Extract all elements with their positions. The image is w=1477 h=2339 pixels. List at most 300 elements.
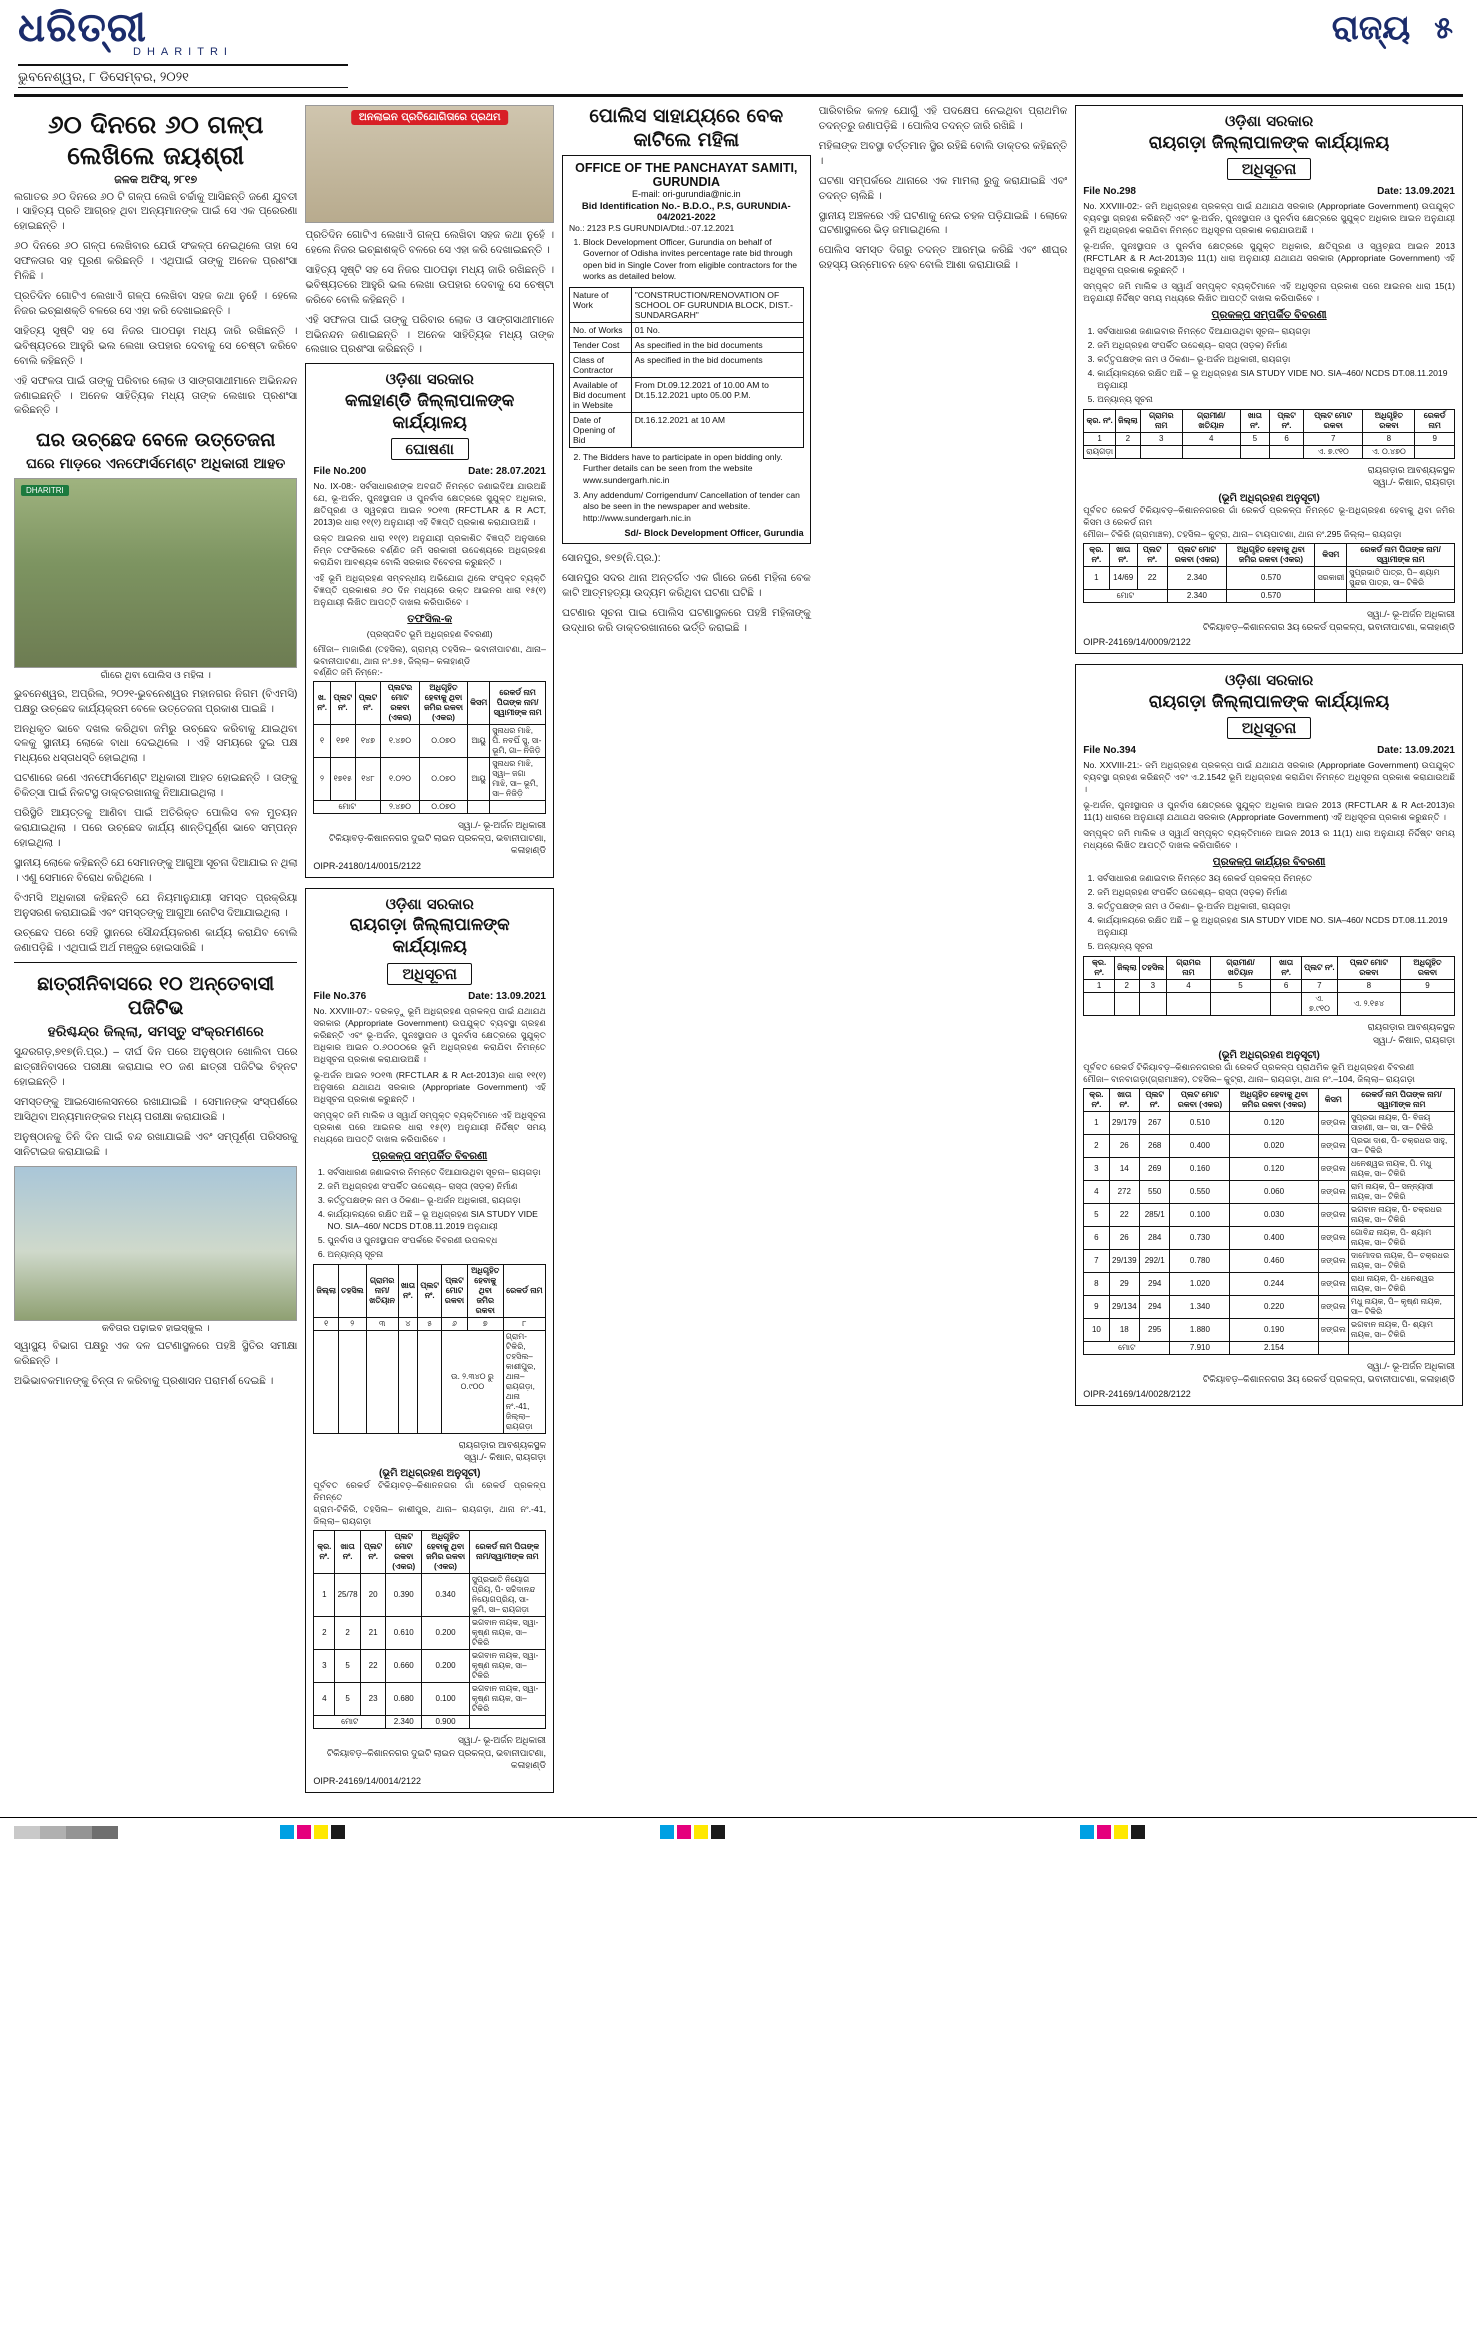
cell: 284 (1139, 1227, 1169, 1250)
cell-inline: ଉ. ୨.୩୪୦ ରୁ ୦.୯୦୦ (442, 1330, 504, 1433)
cell: 9 (1400, 979, 1454, 992)
th-5: ରେକର୍ଡ ନାମ ପିତାଙ୍କ ନାମ/ସ୍ୱାମୀଙ୍କ ନାମ (469, 1530, 545, 1573)
lead-para-0: ଲଗାତର ୬୦ ଦିନରେ ୬୦ ଟି ଗଳ୍ପ ଲେଖି ଚର୍ଚ୍ଚାକୁ ଆସିଛନ୍ତି ଜଣେ ଯୁବତୀ । ସାହିତ୍ୟ ପ୍ରତି ଆଗ୍ରହ ଥିବା ଅନ୍ୟମାନଙ୍କ ପାଇଁ ସେ ଏକ ପ୍ରେରଣା ହୋଇଛନ୍ତି । (14, 191, 298, 233)
list-item: 2. ଜମି ଅଧିଗ୍ରହଣ ସଂପର୍କିତ ଉଦ୍ଦେଶ୍ୟ– ରାସ୍ତା (ସଡ଼କ) ନିର୍ମାଣ (1097, 886, 1455, 898)
th-0: କ୍ର. ନଂ. (314, 1530, 335, 1573)
story3-photo (14, 1166, 297, 1321)
cell (1271, 992, 1302, 1015)
cell: 7 (1304, 432, 1363, 445)
cell: 269 (1139, 1158, 1169, 1181)
total-label: ମୋଟ (1084, 1342, 1170, 1355)
cell: ୮ (503, 1317, 545, 1330)
th-4: ଅଧିଗୃହିତ ହେବାକୁ ଥିବା ଜମିର ରକବା (ଏକର) (422, 1530, 469, 1573)
cell: ଭଗବାନ ନାୟକ, ସ୍ୱା- କୃଷ୍ଣ ନାୟକ, ସା– ଟିକିରି (469, 1682, 545, 1715)
table-header-row (314, 1264, 546, 1317)
th-6: ପ୍ଲଟ ମୋଟ ରକବା (1304, 409, 1363, 432)
th-3: ଗ୍ରାମର ନାମ (1167, 956, 1211, 979)
notice-sub2-note: ପୂର୍ବବତ ରେକର୍ଡ ଟିକିୟାବଡ଼–କିଶାନନଗରର ଗାଁ ରେକର୍ଡ ପ୍ରକଳ୍ପ ପ୍ରାଥମିକ ଭୂମି ଅଧିଗ୍ରହଣ ବିବରଣୀ (1083, 1062, 1415, 1073)
cell (1347, 589, 1455, 602)
notice-subhead: ତଫସିଲ-କ (407, 613, 453, 626)
story2-para-1: ଘଟଣାରେ ଜଣେ ଏନଫୋର୍ସମେଣ୍ଟ ଅଧିକାରୀ ଆହତ ହୋଇଛନ୍ତି । ତାଙ୍କୁ ଚିକିତ୍ସା ପାଇଁ ନିକଟସ୍ଥ ଡାକ୍ତରଖାନାକୁ ନିଆଯାଇଥିଲା । (14, 773, 298, 800)
notice-para-1: ଉକ୍ତ ଆଇନର ଧାରା ୧୧(୧) ଅନୁଯାୟୀ ପ୍ରକାଶିତ ବିଜ୍ଞପ୍ତି ଅନୁସାରେ ନିମ୍ନ ତଫସିଲରେ ବର୍ଣ୍ଣିତ ଜମି ସରକାରୀ ଉଦ୍ଦେଶ୍ୟରେ ଅଧିଗ୍ରହଣ କରାଯିବା ଆବଶ୍ୟକ ବୋଲି ସରକାର ବିବେଚନା କରୁଛନ୍ତି । (313, 533, 546, 568)
cell (1210, 992, 1270, 1015)
table-row (1084, 1250, 1455, 1273)
table-row (570, 412, 804, 447)
cell: ଏ. ୭.୯୧୦ (1301, 992, 1337, 1015)
notice-sub2-note: ପୂର୍ବବତ ରେକର୍ଡ ଟିକିୟାବଡ଼–କିଶାନନଗର ଗାଁ ରେକର୍ଡ ପ୍ରକଳ୍ପ ନିମନ୍ତେ (313, 1479, 546, 1502)
cell: 14 (1109, 1158, 1139, 1181)
cell: ରାଧା ନାୟକ, ପି- ଧନେଶ୍ୱର ନାୟକ, ସା– ଟିକିରି (1348, 1273, 1454, 1296)
tender-office: OFFICE OF THE PANCHAYAT SAMITI, GURUNDIA (575, 160, 798, 189)
sign-line-0: ସ୍ୱା./- ଭୂ-ଅର୍ଜନ ଅଧିକାରୀ (1367, 608, 1455, 619)
cell: 0.660 (386, 1649, 422, 1682)
publication-name: ଧରିତ୍ରୀ (18, 4, 147, 51)
cell: ୦.୦୭୦ (419, 725, 467, 758)
story3-para-1: ଅନୁଷ୍ଠାନକୁ ତିନି ଦିନ ପାଇଁ ବନ୍ଦ ରଖାଯାଇଛି ଏବଂ ସମ୍ପୂର୍ଣ୍ଣ ପରିସରକୁ ସାନିଟାଇଜ କରାଯାଇଛି । (14, 1131, 298, 1158)
th-0: ଜିଲ୍ଲା (314, 1264, 339, 1317)
th-3: ପ୍ଲଟ ମୋଟ ରକବା (ଏକର) (1167, 543, 1227, 566)
th-2: ପ୍ଲଟ ନଂ. (355, 682, 380, 725)
notice-file-no: File No.376 (313, 990, 367, 1002)
cell: ଜଙ୍ଗଲ (1318, 1204, 1348, 1227)
notice-govt-line1: ଓଡ଼ିଶା ସରକାର (385, 894, 474, 913)
total-value-1: 0.900 (422, 1715, 469, 1728)
cell: 0.390 (386, 1573, 422, 1616)
edition-line: ଭୁବନେଶ୍ୱର, ୮ ଡିସେମ୍ବର, ୨୦୨୧ (18, 64, 348, 88)
list-item: 5. ପୁନର୍ବାସ ଓ ପୁନଃସ୍ଥାପନ ସଂପର୍କରେ ବିବରଣୀ ଉପଲବ୍ଧ (327, 1234, 546, 1246)
story2-photo (14, 478, 297, 668)
lead-headline: ୬୦ ଦିନରେ ୬୦ ଗଳ୍ପ ଲେଖିଲେ ଜୟଶ୍ରୀ (47, 110, 264, 171)
photo-watermark: DHARITRI (21, 485, 69, 496)
th-6: ଅଧିଗୃହିତ ହେବାକୁ ଥିବା ଜମିର ରକବା (467, 1264, 503, 1317)
tender-row-label: Date of Opening of Bid (570, 412, 632, 447)
cyan-swatch (280, 1825, 294, 1839)
table-row (1084, 1181, 1455, 1204)
notice-meta (313, 991, 546, 1002)
cell: ୨ (314, 758, 330, 801)
story2-headline: ଘର ଉଚ୍ଛେଦ ବେଳେ ଉତ୍ତେଜନା (35, 429, 276, 452)
table-header-row (1084, 1089, 1455, 1112)
story3-caption: କବିତାର ପଢ଼ାଇବ ହାଇସ୍କୁଲ । (101, 1322, 210, 1334)
cell: 0.100 (1170, 1204, 1230, 1227)
column-4 (819, 105, 1068, 279)
story2-para-4: ବିଏମସି ଅଧିକାରୀ କହିଛନ୍ତି ଯେ ନିୟମାନୁଯାୟୀ ସମସ୍ତ ପ୍ରକ୍ରିୟା ଅନୁସରଣ କରାଯାଇଛି ଏବଂ ସମସ୍ତଙ୍କୁ ଆଗୁଆ ନୋଟିସ ଦିଆଯାଇଥିଲା । (14, 892, 298, 919)
story2-caption: ଗାଁରେ ଥିବା ପୋଲିସ ଓ ମହିଳା । (100, 670, 211, 682)
notice-sub2: (ଭୂମି ଅଧିଗ୍ରହଣ ଅନୁସୂଚୀ) (1218, 1050, 1320, 1062)
cell: ସୁପ୍ରଭାତି ନିୟୋଗ ପ୍ରିୟ, ପି- ସଚ୍ଚିଦାନନ୍ଦ ନିୟୋଗପ୍ରିୟ, ସା- ଭୂମି, ସା– ରାୟଗଡ଼ା (469, 1573, 545, 1616)
cell: ରାମ ନାୟକ, ପି– ସନ୍ନ୍ୟାସୀ ନାୟକ, ସା– ଟିକିରି (1348, 1181, 1454, 1204)
cell: ଏ. ୨.୧୫୪ (1337, 992, 1400, 1015)
cell (1270, 445, 1304, 458)
tender-row-value: Dt.16.12.2021 at 10 AM (631, 412, 803, 447)
cell: 9 (1415, 432, 1455, 445)
total-value-1: 0.570 (1227, 589, 1315, 602)
notice-tail: ମୌଜା– ଟିକିରି (ଗ୍ରାମାଞ୍ଚଳ), ତହସିଲ– କୁଟ୍ରା, ଥାନା– ଟାୟପାଟଣା, ଥାନା ନଂ.295 ଜିଲ୍ଲା– ରାୟଗଡ଼ା (1083, 528, 1402, 539)
notice-table-2 (1083, 543, 1455, 603)
th-5: ପ୍ଲଟ ମୋଟ ରକବା (442, 1264, 468, 1317)
cell: ୧.୪୭୦ (381, 725, 420, 758)
cell: 3 (1139, 979, 1167, 992)
table-row (1084, 1112, 1455, 1135)
tender-email: E-mail: ori-gurundia@nic.in (631, 188, 741, 199)
cell: 1.020 (1170, 1273, 1230, 1296)
notice-oipr: OIPR-24180/14/0015/2122 (313, 860, 421, 871)
cell: ୪ (398, 1317, 418, 1330)
cell: ୧୭୧ (330, 725, 355, 758)
cell: ଆୟୁ (468, 725, 490, 758)
tender-bid-id: Bid Identification No.- B.D.O., P.S, GURUNDIA-04/2021-2022 (581, 200, 791, 223)
cell: 0.020 (1230, 1135, 1318, 1158)
list-item: 4. କାର୍ଯ୍ୟାଳୟରେ ରକ୍ଷିତ ଅଛି – ଭୂ ଅଧିଗ୍ରହଣ SIA STUDY VIDE NO. SIA–460/ NCDS DT.08.11.2019 ଅନୁଯାୟୀ (1097, 914, 1455, 938)
list-item: 5. ଅନ୍ୟାନ୍ୟ ସୂଚନା (1097, 940, 1455, 952)
column-1 (14, 105, 297, 1395)
th-2: ପ୍ଲଟ ନଂ. (1139, 1089, 1169, 1112)
lead-para-2: ପ୍ରତିଦିନ ଗୋଟିଏ ଲେଖାଏଁ ଗଳ୍ପ ଲେଖିବା ସହଜ କଥା ନୁହେଁ । ହେଲେ ନିଜର ଇଚ୍ଛାଶକ୍ତି ବଳରେ ସେ ଏହା କରି ଦେଖାଇଛନ୍ତି । (14, 291, 298, 317)
total-value-0: 7.910 (1170, 1342, 1230, 1355)
table-row (314, 758, 546, 801)
cell: ୧ (314, 1317, 339, 1330)
table-row (1084, 992, 1455, 1015)
cell (1315, 589, 1347, 602)
total-value-0: 2.340 (386, 1715, 422, 1728)
cell: 4 (314, 1682, 335, 1715)
cell: ଭଗବାନ ନାୟକ, ସ୍ୱା- କୃଷ୍ଣ ନାୟକ, ସା– ଟିକିରି (469, 1649, 545, 1682)
th-4: ପ୍ଲଟ ନଂ. (418, 1264, 442, 1317)
cell: 6 (1271, 979, 1302, 992)
story2-body (14, 688, 297, 957)
cell: 2 (1084, 1135, 1109, 1158)
cell: ୧୪୭ (355, 725, 380, 758)
cell: 8 (1363, 432, 1415, 445)
cell: 22 (1137, 566, 1167, 589)
tender-row-value: As specified in the bid documents (631, 352, 803, 377)
cell: ଜଙ୍ଗଲ (1318, 1273, 1348, 1296)
cell: 0.200 (422, 1649, 469, 1682)
cell: 0.550 (1170, 1181, 1230, 1204)
list-item: 3. କର୍ତ୍ତୃପକ୍ଷଙ୍କ ନାମ ଓ ଠିକଣା– ଭୂ-ଅର୍ଜନ ଅଧିକାରୀ, ରାୟଗଡ଼ା (327, 1194, 546, 1206)
notice-sub2-note: ପୂର୍ବବତ ରେକର୍ଡ ଟିକିୟାବଡ଼–କିଶାନନଗରର ଗାଁ ରେକର୍ଡ ପ୍ରକଳ୍ପ ନିମନ୍ତେ ଭୂ-ଅଧିଗ୍ରହଣ ହେବାକୁ ଥିବା ଜମିର କିସମ ଓ ରେକର୍ଡ ନାମ (1083, 504, 1455, 527)
cell: ୧୪୮ (355, 758, 380, 801)
grayscale-swatches (14, 1826, 118, 1839)
gray-swatch (14, 1826, 40, 1839)
list-item: 2. ଜମି ଅଧିଗ୍ରହଣ ସଂପର୍କିତ ଉଦ୍ଦେଶ୍ୟ– ରାସ୍ତା (ସଡ଼କ) ନିର୍ମାଣ (1097, 339, 1455, 351)
th-4: ଅଧିଗୃହିତ ହେବାକୁ ଥିବା ଜମିର ରକବା (ଏକର) (419, 682, 467, 725)
notice-govt-line2: କଳାହାଣ୍ଡି ଜିଲ୍ଲାପାଳଙ୍କ କାର୍ଯ୍ୟାଳୟ (345, 390, 515, 433)
list-item: 4. କାର୍ଯ୍ୟାଳୟରେ ରକ୍ଷିତ ଅଛି – ଭୂ ଅଧିଗ୍ରହଣ SIA STUDY VIDE NO. SIA–460/ NCDS DT.08.11.2019 ଅନୁଯାୟୀ (327, 1208, 546, 1232)
notice-table (313, 681, 546, 814)
list-item: 3. କର୍ତ୍ତୃପକ୍ଷଙ୍କ ନାମ ଓ ଠିକଣା– ଭୂ-ଅର୍ଜନ ଅଧିକାରୀ, ରାୟଗଡ଼ା (1097, 900, 1455, 912)
cell: 0.200 (422, 1616, 469, 1649)
tender-notice (562, 155, 811, 545)
notice-body (313, 480, 546, 608)
table-row (314, 1317, 546, 1330)
cell: ଭଗବାନ ନାୟକ, ପି- ଶ୍ୟାମ ନାୟକ, ସା– ଟିକିରି (1348, 1319, 1454, 1342)
th-8: ରେକର୍ଡ ନାମ (1415, 409, 1455, 432)
black-swatch (331, 1825, 345, 1839)
table-row (1084, 432, 1455, 445)
notice-table-1 (313, 1264, 546, 1434)
cell: 8 (1337, 979, 1400, 992)
th-2: ପ୍ଲଟ ନଂ. (1137, 543, 1167, 566)
th-2: ତହସିଲ (1139, 956, 1167, 979)
list-item: 1. ସର୍ବସାଧାରଣ ଜଣାଇବାର ନିମନ୍ତେ 3ୟ ରେକର୍ଡ ପ୍ରକଳ୍ପ ନିମନ୍ତେ (1097, 872, 1455, 884)
notice-badge: ଅଧିସୂଚନା (1227, 158, 1312, 180)
story2-subhead: ଘରେ ମାଡ଼ରେ ଏନଫୋର୍ସମେଣ୍ଟ ଅଧିକାରୀ ଆହତ (26, 456, 286, 473)
cell: 0.190 (1230, 1319, 1318, 1342)
th-6: ରେକର୍ଡ ନାମ ପିତାଙ୍କ ନାମ/ସ୍ୱାମୀଙ୍କ ନାମ (1348, 1089, 1454, 1112)
tender-signature: Sd/- Block Development Officer, Gurundia (624, 528, 804, 539)
lead-para-4: ଏହି ସଫଳତା ପାଇଁ ତାଙ୍କୁ ପରିବାର ଲୋକ ଓ ସାଙ୍ଗସାଥୀମାନେ ଅଭିନନ୍ଦନ ଜଣାଇଛନ୍ତି । ଅନେକ ସାହିତ୍ୟିକ ମଧ୍ୟ ତାଙ୍କ ଲେଖାର ପ୍ରଶଂସା କରିଛନ୍ତି । (14, 375, 298, 417)
cell (490, 801, 546, 814)
section-title: ରାଜ୍ୟ (1331, 8, 1411, 48)
table-row (1084, 1227, 1455, 1250)
cell: ୨ (339, 1317, 367, 1330)
tender-table (569, 287, 804, 448)
cell: ୬ (442, 1317, 468, 1330)
notice-para-0: No. XXVIII-02:- ଜମି ଅଧିଗ୍ରହଣ ପ୍ରକଳ୍ପ ପାଇଁ ଯଥାଯଥ ସରକାର (Appropriate Government) ଉପଯୁକ୍ତ ବ୍ୟବସ୍ଥା ଗ୍ରହଣ କରିଛନ୍ତି ଏବଂ ଭୂ-ଅର୍ଜନ, ପୁନଃସ୍ଥାପନ ଓ ପୁନର୍ବାସ କ୍ଷେତ୍ରରେ ସୁଯୁକ୍ତ ଅଧିକାର ଆଇନ ଅନୁଯାୟୀ ଭୂମି ଅଧିଗ୍ରହଣ କରାଯିବା ନିମନ୍ତେ ଅଧିସୂଚନା ପ୍ରକାଶ କରାଯାଉଅଛି । (1083, 200, 1455, 235)
police-para-6: ପୋଲିସ ସମସ୍ତ ଦିଗରୁ ତଦନ୍ତ ଆରମ୍ଭ କରିଛି ଏବଂ ଶୀଘ୍ର ରହସ୍ୟ ଉନ୍ମୋଚନ ହେବ ବୋଲି ଆଶା କରାଯାଉଛି । (818, 245, 1068, 272)
story2-dateline: ଭୁବନେଶ୍ୱର, ଅପ୍ରିଲ, ୨୦୨୧-ଭୁବନେଶ୍ୱର ମହାନଗର ନିଗମ (ବିଏମସି) ପକ୍ଷରୁ ଉଚ୍ଛେଦ କାର୍ଯ୍ୟକ୍ରମ ବେଳେ ଉତ୍ତେଜନା ପ୍ରକାଶ ପାଇଛି । (14, 688, 298, 715)
notice-sub-note: (ପ୍ରସ୍ତାବିତ ଭୂମି ଅଧିଗ୍ରହଣ ବିବରଣୀ) (366, 629, 493, 640)
th-4: ଗ୍ରାମୀଣ/ ଖତିୟାନ (1210, 956, 1270, 979)
total-label: ମୋଟ (314, 801, 381, 814)
cell: 5 (335, 1649, 361, 1682)
list-item: 6. ଅନ୍ୟାନ୍ୟ ସୂଚନା (327, 1248, 546, 1260)
th-3: ପ୍ଲଟ ମୋଟ ରକବା (ଏକର) (1170, 1089, 1230, 1112)
column-3 (562, 105, 811, 642)
cell: ଜଙ୍ଗଲ (1318, 1135, 1348, 1158)
cell: ଦାମୋଦର ନାୟକ, ପି– ଚକ୍ରଧର ନାୟକ, ସା– ଟିକିରି (1348, 1250, 1454, 1273)
tender-row-value: From Dt.09.12.2021 of 10.00 AM to Dt.15.12.2021 upto 05.00 P.M. (631, 377, 803, 412)
tender-row-value: "CONSTRUCTION/RENOVATION OF SCHOOL OF GURUNDIA BLOCK, DIST.- SUNDARGARH" (631, 287, 803, 322)
gray-swatch (92, 1826, 118, 1839)
th-4: ଅଧିଗୃହିତ ହେବାକୁ ଥିବା ଜମିର ରକବା (ଏକର) (1230, 1089, 1318, 1112)
notice-meta (313, 466, 546, 477)
cell: ୩ (366, 1317, 398, 1330)
cell: ପ୍ରଭା ଦାଶ, ପି- ଚକ୍ରଧର ସାହୁ, ସା– ଟିକିରି (1348, 1135, 1454, 1158)
th-1: ଖାତା ନଂ. (335, 1530, 361, 1573)
cell: 4 (1182, 432, 1240, 445)
cell: 3 (1140, 432, 1182, 445)
story3-para-0: ସମସ୍ତଙ୍କୁ ଆଇସୋଲେସନରେ ରଖାଯାଇଛି । ସେମାନଙ୍କ ସଂସ୍ପର୍ଶରେ ଆସିଥିବା ଅନ୍ୟମାନଙ୍କର ମଧ୍ୟ ପରୀକ୍ଷା କରାଯାଉଛି । (14, 1096, 298, 1123)
police-para-2: ପାରିବାରିକ କଳହ ଯୋଗୁଁ ଏହି ପଦକ୍ଷେପ ନେଇଥିବା ପ୍ରାଥମିକ ତଦନ୍ତରୁ ଜଣାପଡ଼ିଛି । ପୋଲିସ ତଦନ୍ତ ଜାରି ରଖିଛି । (818, 106, 1068, 132)
cell: 5 (1084, 1204, 1109, 1227)
table-row (314, 1330, 546, 1433)
cell: 25/78 (335, 1573, 361, 1616)
table-row (1084, 979, 1455, 992)
police-dateline: ସୋନପୁର, ୭୧୭(ନି.ପ୍ର.): (562, 553, 661, 565)
cell: 272 (1109, 1181, 1139, 1204)
black-swatch (1131, 1825, 1145, 1839)
sign-line-0: ସ୍ୱା./- ଭୂ-ଅର୍ଜନ ଅଧିକାରୀ (458, 820, 546, 831)
cell: 268 (1139, 1135, 1169, 1158)
cell: ସୁପ୍ରଭା ନାୟକ, ପି- ବିଜୟ ସାହାଣୀ, ସା– ସା, ସା– ଟିକିରି (1348, 1112, 1454, 1135)
total-value-0: ୨.୪୭୦ (381, 801, 420, 814)
cell: ସୁନାଧର ମାଝି, ସ୍ୱା– ଜଗା ମାଝି, ସା– ଭୂମି, ସା– ନିଜିଡ଼ି (490, 758, 546, 801)
table-header-row (1084, 543, 1455, 566)
notice-signature (1083, 464, 1455, 489)
lead-para-3: ସାହିତ୍ୟ ସୃଷ୍ଟି ସହ ସେ ନିଜର ପାଠପଢ଼ା ମଧ୍ୟ ଜାରି ରଖିଛନ୍ତି । ଭବିଷ୍ୟତରେ ଆହୁରି ଭଲ ଲେଖା ଉପହାର ଦେବାକୁ ସେ ଚେଷ୍ଟା କରିବେ ବୋଲି କହିଛନ୍ତି । (14, 325, 298, 367)
cell: ସରକାରୀ (1315, 566, 1347, 589)
cell: 285/1 (1139, 1204, 1169, 1227)
cell: 22 (1109, 1204, 1139, 1227)
yellow-swatch (314, 1825, 328, 1839)
table-total-row (314, 1715, 546, 1728)
cell: ସୁପ୍ରଭାତି ପାତ୍ର, ପି– ଶ୍ୟାମ ସୁନ୍ଦର ପାତ୍ର, ସା– ଟିକିରି (1347, 566, 1455, 589)
notice-para-1: ଭୂ-ଅର୍ଜନ ଆଇନ ୨୦୧୩ (RFCTLAR & R Act-2013)ର ଧାରା ୧୧(୧) ଅନୁସାରେ ଯଥାଯଥ ସରକାର (Appropriate Government) ଏହି ଅଧିସୂଚନା ପ୍ରକାଶ କରୁଛନ୍ତି । (313, 1069, 546, 1104)
police-story-body (562, 552, 811, 637)
cell: 0.610 (386, 1616, 422, 1649)
cell: ୦.୦୭୦ (419, 758, 467, 801)
cell: 14/69 (1109, 566, 1137, 589)
cell: 18 (1109, 1319, 1139, 1342)
list-item: 2. The Bidders have to participate in open bidding only. Further details can be seen from the website www.sundergarh.nic.in (583, 452, 804, 487)
cell: 29/139 (1109, 1250, 1139, 1273)
story2-para-2: ପରିସ୍ଥିତି ଆୟତ୍ତକୁ ଆଣିବା ପାଇଁ ଅତିରିକ୍ତ ପୋଲିସ ବଳ ମୁତୟନ କରାଯାଇଥିଲା । ପରେ ଉଚ୍ଛେଦ କାର୍ଯ୍ୟ ଶାନ୍ତିପୂର୍ଣ୍ଣ ଭାବେ ସମ୍ପନ୍ନ ହୋଇଥିଲା । (14, 808, 298, 849)
tender-row-label: Class of Contractor (570, 352, 632, 377)
notice-file-no: File No.394 (1083, 744, 1136, 756)
table-header-row (314, 1530, 546, 1573)
tender-row-label: No. of Works (570, 322, 632, 337)
notice-body (313, 1005, 546, 1145)
sign-line-1: ଟିକିୟାବଡ଼-କିଷାନନଗର ଦୁଇଟି ଲାଇନ ପ୍ରକଳ୍ପ, ଭବାନୀପାଟଣା, କଳାହାଣ୍ଡି (328, 832, 546, 856)
cell: 0.100 (422, 1682, 469, 1715)
th-1: ପ୍ଲଟ ନଂ. (330, 682, 355, 725)
notice-para-2: ସମ୍ପୃକ୍ତ ଜମି ମାଲିକ ଓ ସ୍ୱାର୍ଥ ସମ୍ପୃକ୍ତ ବ୍ୟକ୍ତିମାନେ ଏହି ଅଧିସୂଚନା ପ୍ରକାଶ ପରେ ଆଇନର ଧାରା 15(1) ଅନୁଯାୟୀ ନିର୍ଦ୍ଦିଷ୍ଟ ସମୟ ମଧ୍ୟରେ ଲିଖିତ ଆପତ୍ତି ଦାଖଲ କରିପାରିବେ । (1083, 280, 1455, 303)
notice-oipr: OIPR-24169/14/0014/2122 (313, 1775, 421, 1786)
th-1: ଜିଲ୍ଲା (1116, 409, 1141, 432)
lead-byline: ଜଳକ ଅଫିସ୍, ୨୮୧୭ (114, 173, 198, 186)
tender-row-label: Tender Cost (570, 337, 632, 352)
cell: 0.680 (386, 1682, 422, 1715)
list-item: 3. Any addendum/ Corrigendum/ Cancellation of tender can also be seen in the newspaper and website. http://www.sundergarh.nic.in (583, 490, 804, 525)
notice-subhead: ପ୍ରକଳ୍ପ ସମ୍ପର୍କିତ ବିବରଣୀ (1211, 308, 1327, 321)
th-7: ପ୍ଲଟ ମୋଟ ରକବା (1337, 956, 1400, 979)
table-row (1084, 1273, 1455, 1296)
table-row (570, 322, 804, 337)
cell: 2 (1116, 432, 1141, 445)
notice-govt-line1: ଓଡ଼ିଶା ସରକାର (1224, 671, 1314, 690)
cell: 2.340 (1167, 566, 1227, 589)
notice-body (1083, 759, 1455, 851)
th-0: ଖ. ନଂ. (314, 682, 330, 725)
cell: 2 (1114, 979, 1139, 992)
cell (1139, 992, 1167, 1015)
notice-numbered-list (327, 1166, 546, 1260)
sign-line-0: ସ୍ୱା./- ଭୂ-ଅର୍ଜନ ଅଧିକାରୀ (458, 1734, 546, 1745)
total-value-1: 2.154 (1230, 1342, 1318, 1355)
table-row (314, 1649, 546, 1682)
notice-rayagada-394 (1075, 664, 1463, 1406)
cell: ଜଙ୍ଗଲ (1318, 1112, 1348, 1135)
table-row (1084, 1319, 1455, 1342)
notice-govt-line2: ରାୟଗଡ଼ା ଜିଲ୍ଲାପାଳଙ୍କ କାର୍ଯ୍ୟାଳୟ (349, 915, 510, 958)
story2-para-0: ଅନଧିକୃତ ଭାବେ ଦଖଲ କରିଥିବା ଜମିରୁ ଉଚ୍ଛେଦ କରିବାକୁ ଯାଇଥିବା ଦଳକୁ ସ୍ଥାନୀୟ ଲୋକେ ବାଧା ଦେଇଥିଲେ । ଏହି ସମୟରେ ଦୁଇ ପକ୍ଷ ମଧ୍ୟରେ ଧସ୍ତାଧସ୍ତି ହୋଇଥିଲା । (14, 723, 298, 765)
th-1: ଜିଲ୍ଲା (1114, 956, 1139, 979)
notice-numbered-list (1097, 325, 1455, 405)
notice-para-2: ସମ୍ପୃକ୍ତ ଜମି ମାଲିକ ଓ ସ୍ୱାର୍ଥ ସମ୍ପୃକ୍ତ ବ୍ୟକ୍ତିମାନେ ଆଇନ 2013 ର 11(1) ଧାରା ଅନୁଯାୟୀ ନିର୍ଦ୍ଦିଷ୍ଟ ସମୟ ମଧ୍ୟରେ ଲିଖିତ ଆପତ୍ତି ଦାଖଲ କରିପାରିବେ । (1083, 827, 1455, 850)
cell: 4 (1167, 979, 1211, 992)
notice-badge: ଅଧିସୂଚନା (387, 963, 472, 985)
page-number: ୫ (1434, 10, 1453, 46)
notice-locality: ମୌଜା– ମାଜାରିଣ (ତହସିଲ), ଗ୍ରାମ୍ୟ ତହସିଲ– ଭବାନୀପାଟଣା, ଥାନା– ଭବାନୀପାଟଣା, ଥାନା ନଂ.୭୫, ଜିଲ୍ଲା– କଳାହାଣ୍ଡି (313, 644, 546, 667)
table-row (570, 377, 804, 412)
notice-oipr: OIPR-24169/14/0009/2122 (1083, 637, 1191, 648)
cell: 5 (1240, 432, 1270, 445)
th-0: କ୍ର. ନଂ. (1084, 543, 1109, 566)
cell: 0.460 (1230, 1250, 1318, 1273)
lead-cont-2: ଏହି ସଫଳତା ପାଇଁ ତାଙ୍କୁ ପରିବାର ଲୋକ ଓ ସାଙ୍ଗସାଥୀମାନେ ଅଭିନନ୍ଦନ ଜଣାଇଛନ୍ତି । ଅନେକ ସାହିତ୍ୟିକ ମଧ୍ୟ ତାଙ୍କ ଲେଖାର ପ୍ରଶଂସା କରିଛନ୍ତି । (305, 314, 554, 356)
cell: 0.060 (1230, 1181, 1318, 1204)
tender-intro-list (583, 237, 804, 283)
police-story-body-2 (819, 105, 1068, 274)
cell: 0.730 (1170, 1227, 1230, 1250)
th-1: ଖାତା ନଂ. (1109, 543, 1137, 566)
sign-line-1: ସ୍ୱା./- କିଷାନ, ରାୟଗଡ଼ା (1373, 1034, 1455, 1045)
masthead-logo (18, 4, 348, 88)
sign-line-1: ସ୍ୱା./- କିଷାନ, ରାୟଗଡ଼ା (1373, 477, 1455, 488)
cell: 1 (314, 1573, 335, 1616)
notice-rayagada-376 (305, 888, 554, 1793)
cell: ରାୟଗଡ଼ା (1084, 445, 1116, 458)
total-value-1: ୦.୦୭୦ (419, 801, 467, 814)
cell: 0.030 (1230, 1204, 1318, 1227)
tender-row-label: Available of Bid document in Website (570, 377, 632, 412)
tender-row-value: As specified in the bid documents (631, 337, 803, 352)
cyan-swatch (660, 1825, 674, 1839)
cell: 8 (1084, 1273, 1109, 1296)
magenta-swatch (297, 1825, 311, 1839)
sign-line-1: ଟିକିୟାବଡ଼–କିଶାନନଗର 3ୟ ରେକର୍ଡ ପ୍ରକଳ୍ପ, ଭବାନୀପାଟଣା, କଳାହାଣ୍ଡି (1202, 621, 1455, 632)
table-row (1084, 566, 1455, 589)
th-2: ଗ୍ରାମର ନାମ (1140, 409, 1182, 432)
cell (1240, 445, 1270, 458)
cell: 22 (361, 1649, 386, 1682)
page-columns (0, 97, 1477, 1803)
cell (1084, 992, 1115, 1015)
cell: 1.880 (1170, 1319, 1230, 1342)
notice-para-1: ଭୂ-ଅର୍ଜନ, ପୁନଃସ୍ଥାପନ ଓ ପୁନର୍ବାସ କ୍ଷେତ୍ରରେ ସୁଯୁକ୍ତ ଅଧିକାର, କ୍ଷତିପୂରଣ ଓ ସ୍ୱଚ୍ଛତା ଆଇନ 2013 (RFCTLAR & R Act-2013)ର 11(1) ଧାରା ଅନୁଯାୟୀ ଯଥାଯଥ ସରକାର (Appropriate Government) ଏହି ଅଧିସୂଚନା ପ୍ରକାଶ କରୁଛନ୍ତି । (1083, 240, 1455, 275)
cell: 5 (335, 1682, 361, 1715)
cell: ୧୭୧୫ (330, 758, 355, 801)
sign-line-0: ରାୟଗଡ଼ାର ଆବଶ୍ୟକସ୍ଥଳ (1367, 1021, 1455, 1032)
cell: 21 (361, 1616, 386, 1649)
notice-table-1 (1083, 409, 1455, 459)
cell: ଜଙ୍ଗଲ (1318, 1250, 1348, 1273)
cell (1400, 992, 1454, 1015)
cell: ୧.୦୨୦ (381, 758, 420, 801)
lead-photo (305, 105, 554, 223)
list-item: 1. ସର୍ବସାଧାରଣ ଜଣାଇବାର ନିମନ୍ତେ ଦିଆଯାଉଥିବା ସୂଚନା– ରାୟଗଡ଼ା (327, 1166, 546, 1178)
th-0: କ୍ର. ନଂ. (1084, 956, 1115, 979)
cell: 1 (1084, 432, 1116, 445)
th-3: ଗ୍ରାମୀଣ/ ଖତିୟାନ (1182, 409, 1240, 432)
total-label: ମୋଟ (314, 1715, 386, 1728)
notice-subhead: ପ୍ରକଳ୍ପ ସମ୍ପର୍କିତ ବିବରଣୀ (372, 1149, 488, 1162)
list-item: 2. ଜମି ଅଧିଗ୍ରହଣ ସଂପର୍କିତ ଉଦ୍ଦେଶ୍ୟ– ରାସ୍ତା (ସଡ଼କ) ନିର୍ମାଣ (327, 1180, 546, 1192)
cell: ଗୋବିନ୍ଦ ନାୟକ, ପି- ଶ୍ୟାମ ନାୟକ, ସା– ଟିକିରି (1348, 1227, 1454, 1250)
cell: 267 (1139, 1112, 1169, 1135)
cell: 3 (1084, 1158, 1109, 1181)
yellow-swatch (694, 1825, 708, 1839)
table-row (1084, 1158, 1455, 1181)
th-5: କିସମ (1315, 543, 1347, 566)
lead-cont-1: ସାହିତ୍ୟ ସୃଷ୍ଟି ସହ ସେ ନିଜର ପାଠପଢ଼ା ମଧ୍ୟ ଜାରି ରଖିଛନ୍ତି । ଭବିଷ୍ୟତରେ ଆହୁରି ଭଲ ଲେଖା ଉପହାର ଦେବାକୁ ସେ ଚେଷ୍ଟା କରିବେ ବୋଲି କହିଛନ୍ତି । (305, 264, 554, 306)
cell: 9 (1084, 1296, 1109, 1319)
notice-para-2: ସମ୍ପୃକ୍ତ ଜମି ମାଲିକ ଓ ସ୍ୱାର୍ଥ ସମ୍ପୃକ୍ତ ବ୍ୟକ୍ତିମାନେ ଏହି ଅଧିସୂଚନା ପ୍ରକାଶ ପରେ ଆଇନର ଧାରା ୧୫(୧) ଅନୁଯାୟୀ ନିର୍ଦ୍ଦିଷ୍ଟ ସମୟ ମଧ୍ୟରେ ଆପତ୍ତି ଦାଖଲ କରିପାରିବେ । (313, 1109, 546, 1144)
story3-headline: ଛାତ୍ରୀନିବାସରେ ୧୦ ଅନ୍ତେବାସୀ ପଜିଟିଭ (37, 973, 275, 1020)
cell: 0.510 (1170, 1112, 1230, 1135)
